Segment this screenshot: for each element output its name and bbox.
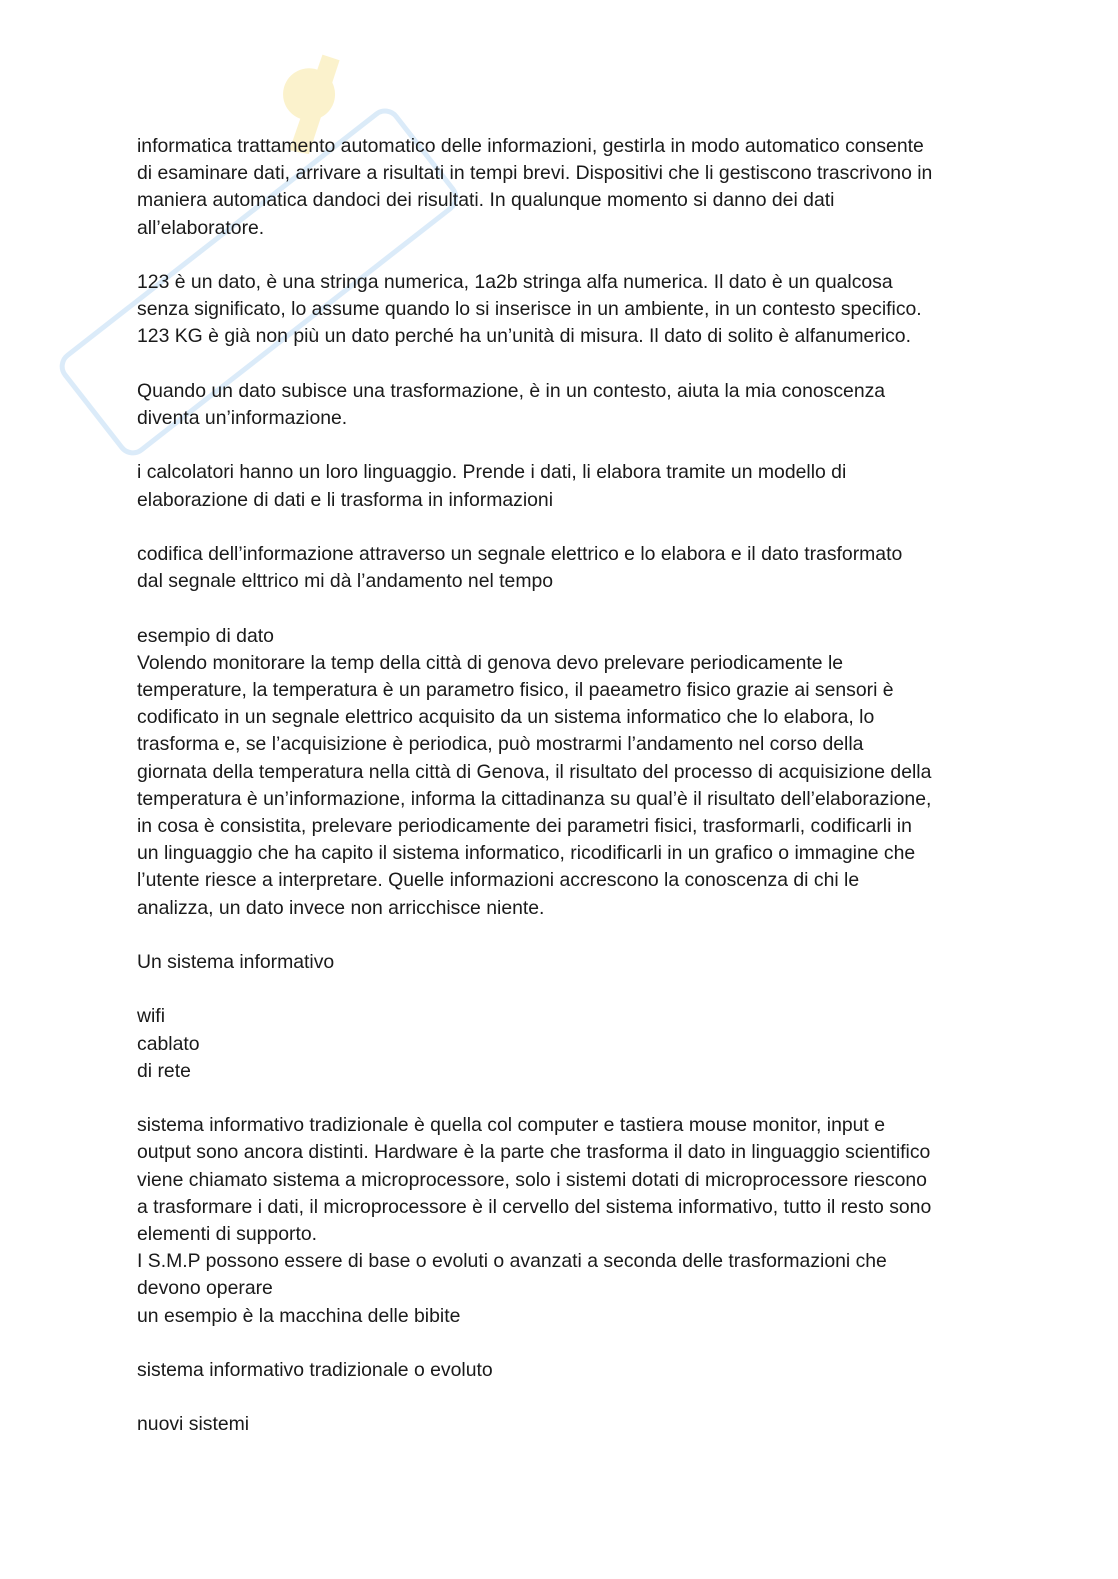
text-line: I S.M.P possono essere di base o evoluti o avanzati a seconda delle trasformazioni che [137,1250,887,1273]
text-line: codifica dell’informazione attraverso un segnale elettrico e lo elabora e il dato trasformato [137,542,903,565]
paragraph [137,1112,997,1330]
text-line: nuovi sistemi [137,1413,250,1436]
text-line: devono operare [137,1277,273,1300]
paragraph [137,459,997,513]
text-line: di esaminare dati, arrivare a risultati in tempi brevi. Dispositivi che li gestiscono trascrivono in [137,162,933,185]
text-line: un linguaggio che ha capito il sistema informatico, ricodificarli in un grafico o immagine che [137,842,916,865]
text-line: cablato [137,1032,200,1055]
paragraph [137,541,997,595]
text-line: giornata della temperatura nella città di Genova, il risultato del processo di acquisizione della [137,760,932,783]
text-line: 123 KG è già non più un dato perché ha un’unità di misura. Il dato di solito è alfanumerico. [137,325,911,348]
text-line: diventa un’informazione. [137,407,348,429]
text-line: wifi [137,1005,166,1028]
paragraph [137,378,997,432]
text-line: elementi di supporto. [137,1223,318,1245]
text-line: senza significato, lo assume quando lo si inserisce in un ambiente, in un contesto specifico. [137,298,922,321]
text-line: un esempio è la macchina delle bibite [137,1304,461,1327]
text-line: esempio di dato [137,624,274,647]
text-line: analizza, un dato invece non arricchisce niente. [137,896,545,919]
text-line: Volendo monitorare la temp della città di genova devo prelevare periodicamente le [137,651,844,674]
paragraph [137,623,997,922]
text-line: di rete [137,1059,191,1082]
text-line: 123 è un dato, è una stringa numerica, 1a2b stringa alfa numerica. Il dato è un qualcosa [137,271,893,293]
text-line: trasforma e, se l’acquisizione è periodica, può mostrarmi l’andamento nel corso della [137,733,864,756]
text-line: a trasformare i dati, il microprocessore è il cervello del sistema informativo, tutto il resto sono [137,1195,932,1218]
text-line: in cosa è consistita, prelevare periodicamente dei parametri fisici, trasformarli, codificarli in [137,815,912,837]
paragraph [137,1003,997,1085]
text-line: all’elaboratore. [137,216,265,239]
text-line: elaborazione di dati e li trasforma in informazioni [137,488,554,511]
text-line: informatica trattamento automatico delle informazioni, gestirla in modo automatico consente [137,135,924,157]
text-line: viene chiamato sistema a microprocessore, solo i sistemi dotati di microprocessore riescono [137,1168,927,1191]
text-line: codificato in un segnale elettrico acquisito da un sistema informatico che lo elabora, lo [137,706,875,729]
paragraph [137,1357,997,1384]
text-line: dal segnale elttrico mi dà l’andamento nel tempo [137,570,554,593]
text-line: temperatura è un’informazione, informa la cittadinanza su qual’è il risultato dell’elaborazione, [137,787,932,810]
paragraph [137,949,997,976]
text-line: output sono ancora distinti. Hardware è la parte che trasforma il dato in linguaggio scientifico [137,1141,931,1164]
text-line: Un sistema informativo [137,951,335,973]
paragraph [137,133,997,242]
text-line: sistema informativo tradizionale o evoluto [137,1359,493,1381]
text-line: i calcolatori hanno un loro linguaggio. Prende i dati, li elabora tramite un modello di [137,461,847,484]
paragraph [137,1411,997,1438]
text-line: l’utente riesce a interpretare. Quelle informazioni accrescono la conoscenza di chi le [137,869,860,892]
document-body [137,133,997,1466]
text-line: sistema informativo tradizionale è quella col computer e tastiera mouse monitor, input e [137,1114,885,1137]
text-line: maniera automatica dandoci dei risultati. In qualunque momento si danno dei dati [137,189,835,212]
text-line: Quando un dato subisce una trasformazione, è in un contesto, aiuta la mia conoscenza [137,379,886,402]
text-line: temperature, la temperatura è un parametro fisico, il paeametro fisico grazie ai sensori è [137,678,894,701]
paragraph [137,269,997,351]
